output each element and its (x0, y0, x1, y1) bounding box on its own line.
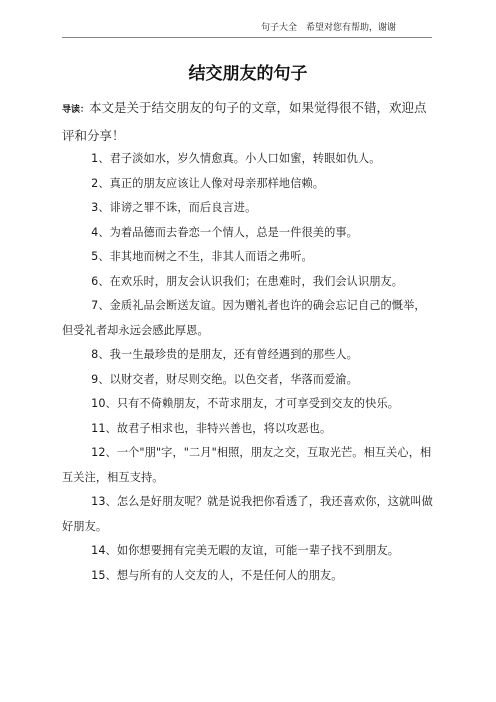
intro-label: 导读： (62, 105, 90, 115)
sentence-list (62, 147, 434, 588)
document-title: 结交朋友的句子 (188, 64, 308, 84)
list-item: 13、怎么是好朋友呢？就是说我把你看透了，我还喜欢你，这就叫做好朋友。 (62, 495, 433, 533)
list-item: 1、君子淡如水，岁久情愈真。小人口如蜜，转眼如仇人。 (91, 152, 381, 165)
intro-paragraph (62, 95, 434, 148)
page-header (0, 21, 496, 41)
header-text: 句子大全 希望对您有帮助，谢谢 (261, 23, 397, 33)
header-divider (62, 37, 432, 38)
list-item: 2、真正的朋友应该让人像对母亲那样地信赖。 (91, 176, 325, 190)
list-item: 5、非其地而树之不生，非其人而语之弗听。 (91, 250, 313, 263)
list-item: 9、以财交者，财尽则交绝。以色交者，华落而爱渝。 (91, 372, 358, 386)
list-item: 10、只有不倚赖朋友，不苛求朋友，才可享受到交友的快乐。 (91, 397, 400, 410)
list-item: 7、金质礼品会断送友谊。因为赠礼者也许的确会忘记自己的慨举，但受礼者却永远会感此厚恩。 (62, 299, 426, 337)
list-item: 8、我一生最珍贵的是朋友，还有曾经遇到的那些人。 (91, 348, 358, 361)
list-item: 4、为着品德而去眷恋一个情人，总是一件很美的事。 (91, 225, 358, 239)
list-item: 6、在欢乐时，朋友会认识我们；在患难时，我们会认识朋友。 (91, 274, 404, 288)
list-item: 15、想与所有的人交友的人，不是任何人的朋友。 (91, 568, 343, 582)
list-item: 12、一个"朋"字，"二月"相照，朋友之交，互取光芒。相互关心，相互关注，相互支持。 (62, 446, 432, 484)
list-item: 3、诽谤之罪不诛，而后良言进。 (91, 201, 257, 214)
list-item: 11、故君子相求也，非特兴善也，将以攻恶也。 (91, 421, 332, 435)
list-item: 14、如你想要拥有完美无暇的友谊，可能一辈子找不到朋友。 (91, 544, 400, 557)
intro-text: 本文是关于结交朋友的句子的文章，如果觉得很不错，欢迎点评和分享！ (62, 100, 427, 143)
